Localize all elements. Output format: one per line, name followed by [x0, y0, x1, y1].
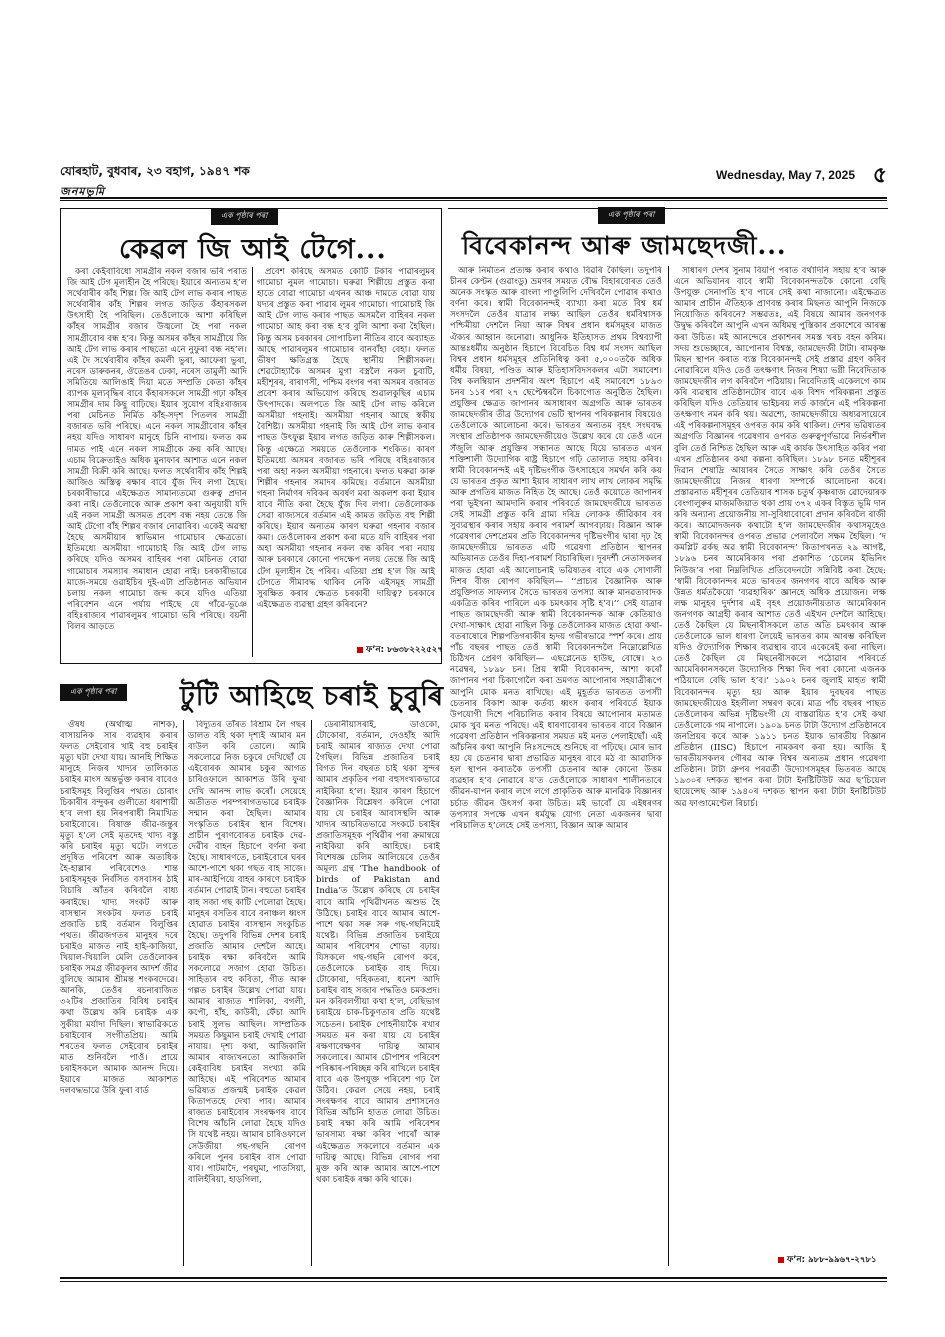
footer-rule — [60, 1277, 887, 1279]
article-vivekananda: এক পৃষ্ঠাৰ পৰা বিবেকানন্দ আৰু জামছেদজী... আৰু নিৰ্মাতন প্ৰত্যক্ষ কৰাৰ কথাও বিৱৰি কৈছিল। তদুপৰি চীনৰ কেণ্টন (গুৱাংডু) ভ্ৰমণৰ সময়ত বৌদ্ধ বিহাৰবোৰত তেওঁ অনেক সংস্কৃত আৰু বাংলা পাণ্ডুলিপি দেখিবলৈ পোৱাৰ কথাও বৰ্ণনা কৰে। স্বামী বিবেকানন্দই ব্যাখ্যা কৰা মতে বিশ্ব ধৰ্ম সংসদলৈ তেওঁৰ যাত্ৰাৰ লক্ষ্য আছিল তেওঁৰ ধৰ্মবিশ্বাসক পশ্চিমীয়া দেশলৈ নিয়া আৰু বিশ্বৰ প্ৰধান ধৰ্মসমূহৰ মাজত ঐক্যৰ আহ্বান জনোৱা। আধুনিক ইতিহাসত প্ৰথম বিশ্বব্যাপী আন্তঃধৰ্মীয় অনুষ্ঠান হিচাপে বিবেচিত বিশ্ব ধৰ্ম সংসদ আছিল বিশ্বৰ প্ৰধান ধৰ্মসমূহৰ প্ৰতিনিধিত্ব কৰা ৫,০০০তকৈ অধিক ধৰ্মীয় বিষয়া, পণ্ডিত আৰু ইতিহাসবিদসকলৰ এটা সমাবেশ। বিশ্ব কলম্বিয়ান প্ৰদৰ্শনীৰ অংশ হিচাপে এই সমাবেশে ১৮৯৩ চনৰ ১১ৰ পৰা ২৭ ছেপ্টেম্বৰলৈ চিকাগোত অনুষ্ঠিত হৈছিল। প্ৰযুক্তিৰ ক্ষেত্ৰত জাপানৰ অসাধাৰণ অগ্ৰগতি আৰু ভাৰতৰ জামছেদজীৰ তীব্ৰ উদ্যোগৰ ভেটি স্থাপনৰ পৰিকল্পনাৰ বিষয়েও তেওঁলোকে আলোচনা কৰে। ভাৰতৰ অন্যতম বৃহৎ সংঘবদ্ধ সংস্থাৰ প্ৰতিষ্ঠাপক জামছেদজীয়েও উল্লেখ কৰে যে তেওঁ এনে সঁজুলি আৰু প্ৰযুক্তিৰ সন্ধানত আছে যিয়ে ভাৰতত এখন শক্তিশালী উদ্যোগিক ৰাষ্ট্ৰ হিচাপে গঢ়ি তোলাত সহায় কৰিব। স্বামী বিবেকানন্দই এই দৃষ্টিভংগীক উৎসাহেৰে সমৰ্থন কৰি কয় যে ভাৰতৰ প্ৰকৃত আশা ইয়াৰ সাধাৰণ লাখ লাখ লোকৰ সমৃদ্ধি আৰু প্ৰগতিৰ মাজত নিহিত হৈ আছে। তেওঁ কয়োতে জাপানৰ পৰা ভূইখনা আমদানি কৰাৰ পৰিবৰ্তে জামছেদজীয়ে ভাৰতত সেই সামগ্ৰী প্ৰস্তুত কৰি গ্ৰাম্য দৰিদ্ৰ লোকক জীৱিকাৰ বৰ সুব্যৱস্থাৰ কৰাৰ সহায় কৰাৰ পৰামৰ্শ আগবঢ়ায়। বিজ্ঞান আৰু গৱেষণাৰ দেশপ্ৰেমৰ প্ৰতি বিবেকানন্দৰ দৃষ্টিভংগীৰ দ্বাৰা দৃঢ় হৈ জামছেদজীয়ে ভাৰতত এটি গৱেষণা প্ৰতিষ্ঠান স্থাপনৰ অভিযানত তেওঁৰ দিহা-পৰামৰ্শ বিচাৰিছিল। দূৰদৰ্শী নেতাসকলৰ মাজত হোৱা এই আলোচনাই ভৱিষ্যতৰ বাবে এক সোণালী দিশৰ বীজ ৰোপণ কৰিছিল— ‘‘প্ৰাচ্যৰ বৈজ্ঞানিক আৰু প্ৰযুক্তিগত সাফল্যৰ সৈতে ভাৰতৰ তপস্যা আৰু মানৱতাবাদক একত্ৰিত কৰিব পাৰিলে এক চমৎকাৰ সৃষ্টি হ’ব।’’ সেই যাত্ৰাৰ পাছত জামছেদজী আৰু স্বামী বিবেকানন্দক আৰু কেতিয়াও দেখা-সাক্ষাৎ হোৱা নাছিল কিন্তু তেওঁলোকৰ মাজত হোৱা কথা-বতৰাষোৰে শিল্পপতিগৰাকীৰ হৃদয় গভীৰভাৱে স্পৰ্শ কৰে। প্ৰায় পাঁচ বছৰৰ পাছত তেওঁ স্বামী বিবেকানন্দলৈ নিম্নোল্লেখিত চিঠিখন প্ৰেৰণ কৰিছিল— এছপ্লেনেড হাউছ, বোম্বে। ২৩ নৱেম্বৰ, ১৮৯৮ চন। প্ৰিয় স্বামী বিবেকানন্দ, আশা কৰোঁ জাপানৰ পৰা চিকাগোলৈ কৰা ভ্ৰমণত আপোনাৰ সহযাত্ৰীৰূপে আপুনি মোক মনত ৰাখিছে। এই মুহূৰ্তত ভাৰতত তপস্যী চেতনাৰ বিকাশ আৰু কৰ্তব্য ধ্বংস কৰাৰ পৰিবৰ্তে ইয়াক উপযোগী দিশে পৰিচালিত কৰাৰ বিষয়ে আপোনাৰ মতামত মোক খুব মনত পৰিছে। এই ধাৰণাবোৰৰ ভাৰতৰ বাবে বিজ্ঞান গৱেষণা প্ৰতিষ্ঠান পৰিকল্পনাৰ সময়ত মই মনত পেলাইছোঁ। এই আঁচনিৰ কথা আপুনি নিঃসন্দেহে শুনিছে বা পঢ়িছে। মোৰ ভাব হয় যে চেতনাৰ দ্বাৰা প্ৰভাৱিত মানুহৰ বাবে মঠ বা আৱাসিক হল স্থাপন কৰাতকৈ তপস্যী চেতনাৰ আৰু কোনো উত্তম ব্যৱহাৰ হ’ব নোৱাৰে য’ত তেওঁলোকে সাধাৰণ শালীনতাৰে জীৱন-যাপন কৰাৰ লগে লগে প্ৰাকৃতিক আৰু মানৱিক বিজ্ঞানৰ চৰ্চাত জীৱন উৎসৰ্গ কৰা উচিত। মই ভাবোঁ যে এইধৰণৰ তপস্যাৰ সপক্ষে এখন ধৰ্মযুদ্ধ যোগ্য নেতা একজনৰ দ্বাৰা পৰিচালিত হ’লেহে সেই তপস্যা, বিজ্ঞান আৰু আমাৰ সাধাৰণ দেশৰ সুনাম বিয়পি পৰাত বৰ্থাদিনি সহায় হ’ব আৰু এনে অভিযানৰ বাবে স্বামী বিবেকানন্দতকৈ কোনো বেছি উপযুক্ত সেনাপতি হ’ব পাৰে সেই কথা নাজানো। এইক্ষেত্ৰত আমাৰ প্ৰাচীন ঐতিহ্যক প্ৰাণবন্ত কৰাৰ মিছনত আপুনি নিজকে নিয়োজিত কৰিবনে? সম্ভৱতঃ, এই বিষয়ে আমাৰ জনগণক উদ্বুদ্ধ কৰিবলৈ আপুনি এখন অধিমন্থ পুস্তিকাৰ প্ৰকাশেৰে আৰম্ভ কৰা উচিত। মই আনন্দেৰে প্ৰকাশনৰ সমস্ত খৰচ বহন কৰিম। সদয় শুভেচ্ছাৰে, আপোনাৰ বিশ্বস্ত, জামছেদজী টাটা। ৰামকৃষ্ণ মিছন স্থাপন কৰাত ব্যস্ত বিবেকানন্দই সেই প্ৰস্তাৱ গ্ৰহণ কৰিব নোৱাৰিলে যদিও তেওঁ তৎক্ষণাৎ নিজৰ শিষ্যা ভগ্নী নিবেদিতাক জামছেদজীৰ লগ কৰিবলৈ পঠিয়ায়। নিবেদিতাই একেলগে কাম কৰি ব্যৱস্থাৰ প্ৰতিষ্ঠানটোৰ বাবে এক বিশদ পৰিকল্পনা প্ৰস্তুত কৰিছিল যদিও তেতিয়াৰ ভাইচৰয় লৰ্ড কাৰ্জনে এই পৰিকল্পনা তৎক্ষণাৎ নমন কৰি থয়। অৱশ্যে, জামছেদজীয়ে অধ্যৱসায়েৰে এই পৰিকল্পনাসমূহৰ ওপৰত কাম কৰি থাকিল। দেশৰ ভৱিষ্যতৰ অগ্ৰগতি বিজ্ঞানৰ গৱেষণাৰ ওপৰত গুৰুত্বপূৰ্ণভাৱে নিৰ্ভৰশীল বুলি তেওঁ নিশ্চিত হৈছিল আৰু এই কাৰ্যক উৎসাহিত কৰিব পৰা এখন প্ৰতিষ্ঠানৰ কথা কল্পনা কৰিছিল। ১৮৯৮ চনত মহীশূৰৰ দিৱান শেষাদ্ৰি আয়াৰৰ সৈতে সাক্ষাৎ কৰি তেওঁৰ সৈতে জামছেদজীয়ে নিজৰ ধাৰণা সম্পৰ্কে আলোচনা কৰে। প্ৰস্তাৱনাত মহীশূৰৰ তেতিয়াৰ শাসক চতুৰ্থ কৃষ্ণৰাজ ৱোদেয়াৰক বেংগালুৰুৰ মাজমজিয়াত থকা প্ৰায় ৩৭২ একৰ বিস্তৃত ভূমি দান কৰি অন্যান্য প্ৰয়োজনীয় সা-সুবিধাবোৰো প্ৰদান কৰিবলৈ ৰাজী কৰে। আমোদজনক কথাটো হ’ল জামছেদজীৰ কথাসমূহেও স্বামী বিবেকানন্দৰ ওপৰত প্ৰভাৱ পেলাবলৈ সক্ষম হৈছিল। ‘দ কমপ্লিট ৱৰ্কছ অৱ স্বামী বিবেকানন্দ’ কিতাপখনত ২৯ আগষ্ট, ১৮৯৬ চনৰ আমেৰিকাৰ পৰা প্ৰকাশিত ‘চেলেম ইভিনিং নিউজ’ৰ পৰা নিম্নলিখিত প্ৰতিবেদনটো সন্নিবিষ্ট কৰা হৈছে: ‘স্বামী বিবেকানন্দৰ মতে ভাৰতৰ জনগণৰ বাবে অধিক আৰু উন্নত ধৰ্মতকৈয়ো ‘ব্যৱহাৰিক’ জ্ঞানহে অধিক প্ৰয়োজন। লক্ষ লক্ষ মানুহৰ দুৰ্দশাৰ এই বৃহৎ প্ৰয়োজনীয়তাত আমেৰিকান জনগণক আগ্ৰহী কৰাৰ আশাত তেওঁ এইখন দেশলৈ আহিছে। তেওঁ কৈছিল যে মিছনাৰীসকলে তাত অতি চমৎকাৰ আৰু তেওঁলোকে ভাল ধাৰণা লৈয়েই ভাৰতৰ কাম আৰম্ভ কৰিছিল যদিও ঔদ্যোগিক শিক্ষাৰ ব্যৱস্থাৰ বাবে একেৰেই কৰা নাছিল। তেওঁ কৈছিল যে মিছনেৰীসকলে পঠোৱাৰ পৰিবৰ্তে আমেৰিকানসকলে উদ্যোগিক শিক্ষা দিব পৰা কোনো এজনক পঠিয়ালে বেছি ভাল হ’ব।’ ১৯০২ চনৰ জুলাই মাহত স্বামী বিবেকানন্দৰ মৃত্যু হয় আৰু ইয়াৰ দুবছৰৰ পাছত জামছেদজীয়েও ইহলীলা সম্বৰণ কৰে। মাত্ৰ পাঁচ বছৰৰ পাছত তেওঁলোকৰ অভিন্ন দৃষ্টিভংগী যে বাস্তৱায়িত হ’ব সেই কথা তেওঁলোকে গম নাপালে। ১৯০৯ চনত টাটা উদ্যোগ প্ৰতিষ্ঠানৰে জনপ্ৰিয়ৰ কৰে আৰু ১৯১১ চনত ইয়াক ভাৰতীয় বিজ্ঞান প্ৰতিষ্ঠান (IISC) হিচাপে নামকৰণ কৰা হয়। আজি ই ভাৰতীয়সকলৰ গৌৰৱ আৰু বিশ্বৰ অন্যতম প্ৰধান গৱেষণা প্ৰতিষ্ঠান। টাটা গ্ৰুপৰ পৰৱৰ্তী উদ্যোগসমূহৰ ভিতৰত আছে ১৯৩০ৰ দশকত স্থাপন কৰা টাটা ইনষ্টিটিউট অৱ ছ’চিয়েল ছায়েন্সেছ আৰু ১৯৪০ৰ দশকত স্থাপন কৰা টাটা ইনষ্টিটিউট অৱ ফাণ্ডামেণ্টেল ৰিচাৰ্চ। ফ’ন: ৯৮৮-৯৯৬৭-২৭৮১ — [448, 208, 888, 1272]
continuation-tag: এক পৃষ্ঠাৰ পৰা — [60, 684, 127, 701]
article-birds: এক পৃষ্ঠাৰ পৰা টুটি আহিছে চৰাই চুবুৰি ঔষধ (অৰ্থাত্ম নাশক), বাসায়নিক সাৰ ব্যৱহাৰ কৰাৰ ফলত সেইবোৰ খাই বহু চৰাইৰ মৃত্যু ঘটা দেখা যায়। আনহি শিক্ষিত মানুহে নিজৰ খাদ্যৰ তালিকাত চৰাইৰ মাংস অন্তৰ্ভুক্ত কৰাৰ বাবেও চৰাইসমূহ বিলুপ্তিৰ পথত। চোৰাং চিকাৰীৰ বন্দুকৰ গুলীতো ধৰাশায়ী হ’ব লগা হয় নিৰপৰাধী নিমাখিত চৰাইবোৰে। বিষাক্ত জীৱ-জন্তুৰ মৃত্যু হ’লে সেই মৃতদেহ খাদ্য বস্তু কৰি চৰাইৰ মৃত্যু ঘটে। লগতে প্ৰদূষিত পৰিবেশ আৰু অত্যধিক হৈ-হাল্লাৰ পৰিবেশেও শান্ত চৰাইসমূহক নিৰ্বসিত বসবাসৰ ঠাই বিচাৰি আঁতৰ কৰিবলৈ বাধ্য কৰাইছে। খাদ্য সংকট আৰু বাসস্থান সংকটৰ ফলত চৰাই প্ৰজাতি চাই বৰ্তমান বিলুপ্তিৰ পথত। জীৱজগতৰ মানুহৰ দৰে চৰাইও মাজত নাই হাই-কাজিয়া, খিয়াল-খিয়ালি মেলি তেওঁলোকৰ চৰাইক সমগ্ৰ জীৱকূলৰ আদৰ্শ জীৱ বুলিছে আমাৰ শ্ৰীমন্ত শংকৰদেৱে। আনকি, তেওঁৰ ৰচনাৰাজিত ৩২টিৰ প্ৰজাতিৰ বিবিধ চৰাইৰ কথা উল্লেখ কৰি চৰাইক এক সুকীয়া মৰ্যাদা দিছিল। স্বাভাৱিকতে চৰাইবোৰ সংগীতপ্ৰিয়। আমি শৰতেৰ ফলত সেইবোৰ চৰাইৰ মাত শুনিবলৈ পাওঁ। প্ৰায়ে চৰাইসকলে আমাক আনন্দ দিয়ে। ইয়াৰে মাজত আকাশত দলবদ্ধভাৱে উৰি ফুৰা বাৰ্ড বিদ্যুতৰ তাঁৰত বিশ্ৰাম লৈ গছৰ ডালত বহি থকা দৃশ্যই আমাৰ মন বাউল কৰি তোলে। আমি সকলোৱে নিজ চকুৰে দেখিছোঁ যে এইবোৰক আমাৰ চকুৰ আগত চাৰিওফালে আকাশত উৰি ফুৰা দেখি আনন্দ লাভ কৰোঁ। সেয়েহে অতীতত পৰম্পৰাগতভাৱে চৰাইক সন্মান কৰা হৈছিল। আমাৰ সংস্কৃতিত চৰাইৰ স্থান বিশেষ। প্ৰাচীন পুৰাণবোৰত চৰাইক দেৱ-দেৱীৰ বাহন হিচাপে বৰ্ণনা কৰা হৈছে। সাধাৰণতে, চৰাইবোৰে ঘৰৰ আশে-পাশে থকা গছত বাহ সাজে। মাৰ-আইপিয়ে বাহৰ কাৰণে চৰাইক বৰ্তমান পোৱাই টান। বহুতো চৰাইৰ বাহ সজা গছ কাটি পেলোৱা হৈছে। মানুহৰ বসতিৰ বাবে বনাঞ্চল ধ্বংস হোৱাত চৰাইৰ বাসস্থান সংকুচিত হৈছে। তদুপৰি বিভিন্ন দেশৰ চৰাই প্ৰজাতি আমাৰ দেশলৈ আহে। চৰাইক ৰক্ষা কৰিবলৈ আমি সকলোৱে সজাগ হোৱা উচিত। সাহিত্যৰ বহু কবিতা, গীত আৰু গল্পত চৰাইৰ উল্লেখ পোৱা যায়। আমাৰ ৰাজ্যত শালিকা, বগলী, কপৌ, হাঁহ, কাউৰী, ফেঁচা আদি চৰাই সুলভ আছিল। সাম্প্ৰতিক সময়ত কিছুমান চৰাই দেখাই পোৱা নাযায়। দৃশ্য কথা, আজিকালি আমাৰ ৰাজ্যখনতো আজিকালি কেইবাবিধ চৰাইৰ সংখ্যা কমি আহিছে। এই পৰিবেশত আমাৰ ভৱিষ্যত প্ৰজন্মই চৰাইক কেৱল কিতাপতহে দেখা পাব। আমাৰ ৰাজ্যত চৰাইবোৰ সংৰক্ষণৰ বাবে বিশেষ আঁচনি লোৱা হৈছে যদিও সি যথেষ্ট নহয়। আমাৰ চাৰিওফালে সেউজীয়া গছ-গছনি ৰোপণ কৰিলে পুনৰ চৰাইৰ বাস পোৱা যাব। পাটমাদৈ, পৰঘুমা, পাতসিয়া, বালিহঁৰিয়া, হাড়গিলা, ডেৰানীয়াসৰাই, ডাওকো, টোকোৰা, বৰ্তমান, দেওহাঁহ আদি চৰাই আমাৰ ৰাজ্যত দেখা পোৱা গৈছিল। বিভিন্ন প্ৰজাতিৰ চৰাই বিগত দিন বছৰত চাই থকা সুন্দৰ আমাৰ প্ৰকৃতিৰ পৰা বহুসংখ্যকভাৱে নাইকিয়া হ’ল। ইয়াৰ কাৰণ হিচাপে বৈজ্ঞানিক বিশ্লেষণ কৰিলে পোৱা যায় যে চৰাইৰ আবাসস্থলি আৰু খাদ্যৰ আচৰিতভাৱে সংকটে চৰাইৰ প্ৰজাতিসমূহক পৃথিৱীৰ পৰা ক্ৰমান্বয়ে নাইকিয়া কৰি আহিছে। চৰাই বিশেষজ্ঞ চেলিম আলিয়েৰে তেওঁৰ অমূল্য গ্ৰন্থ ‘The handbook of birds of Pakistan and India’ত উল্লেখ কৰিছে যে চৰাইৰ বাবে আমি পৃথিৱীখনত অশুভ হৈ উঠিছে। চৰাইৰ বাবে আমাৰ আশে-পাশে থকা সৰু সৰু গছ-গছনিয়েই যথেষ্ট। বিভিন্ন প্ৰজাতিৰ চৰাইয়ে আমাৰ পৰিবেশৰ শোভা বঢ়ায়। যিসকলে গছ-গছনি ৰোপণ কৰে, তেওঁলোকে চৰাইক বাহ দিয়ে। টোকোৰা, দহিকতৰা, ধনেশ আদি চৰাইৰ বাহ সজাৰ পদ্ধতিও চমকপ্ৰদ। মন কৰিবলগীয়া কথা হ’ল, বেছিভাগ চৰাইয়ে চাক-চিকুণতাৰ প্ৰতি যথেষ্ট সচেতন। চৰাইক পোহনীয়াকৈ ৰখাৰ সময়ত মন কৰা যায় যে চৰাইৰ ৰক্ষণাবেক্ষণৰ দায়িত্ব আমাৰ সকলোৰে। আমাৰ চৌপাশৰ পৰিবেশ পৰিষ্কাৰ-পৰিচ্ছন্ন কৰি ৰাখিলে চৰাইৰ বাবে এক উপযুক্ত পৰিবেশ গঢ় লৈ উঠিব। কেৱল সেয়ে নহয়, চৰাই সংৰক্ষণৰ বাবে আমাৰ প্ৰশাসনেও বিভিন্ন আঁচনি হাতত লোৱা উচিত। চৰাই ৰক্ষা কৰি আমি পৰিবেশৰ ভাৰসাম্য ৰক্ষা কৰিব পাৰোঁ আৰু এইক্ষেত্ৰত সকলোৰে বৰ্তমান এক দায়িত্ব আছে। বিভিন্ন ৰোগৰ পৰা মুক্ত কৰি আৰু আমাৰ আশে-পাশে থকা চৰাইক ৰক্ষা কৰি থাকে। — [60, 672, 440, 1272]
continuation-tag: এক পৃষ্ঠাৰ পৰা — [598, 207, 665, 224]
footer-rule-thin — [60, 1281, 887, 1282]
article-top-rule — [448, 208, 888, 209]
article-title: বিবেকানন্দ আৰু জামছেদজী... — [462, 231, 787, 260]
article-gi-tag-box: এক পৃষ্ঠাৰ পৰা কেৱল জি আই টেগে... কৰা কেইবাবিধো সামগ্ৰীৰ নকল বজাৰ ভৰি পৰাত জি আই টেগ মূল্যহীন হৈ পৰিছে। ইয়াৰে অন্যতম হ’ল সৰ্থেবাৰীৰ কাঁহ শিল্প। জি আই টেগ লাভ কৰাৰ পাছত সৰ্থেবাৰীৰ কাঁহ শিল্পৰ লগত জড়িত কঁহাৰসকল উৎসাহী হৈ পৰিছিল। তেওঁলোকে আশা কৰিছিল কাঁহৰ সামগ্ৰীৰ বজাৰ উজ্বলো হৈ পৰা নকল সামগ্ৰীবোৰ বন্ধ হ’ব। কিন্তু অসমৰ কাঁহৰ সামগ্ৰীয়ে জি আই টেগ লাভ কৰাৰ পাছতো এনে নুফুৰা বন্ধ নহ’ল। এই দৈ সৰ্থেবাৰীৰ কাঁহৰ কমলী ভুৰা, আফেৰা ভুৰা, নৰেস ডাৰুকনৰ, ঔতেঙৰ ঢেকা, নৰেস তামুলী আদি সমিতিয়ে আলিঙাই দিয়া মতে সম্প্ৰতি কেতা কাঁহৰ ব্যাপক মূল্যবৃদ্ধিৰ বাবে কঁহাৰসকলে সামগ্ৰী গঢ়া কাঁহৰ সামগ্ৰীৰ দাম কিছু বাঢ়িছে। ইয়াৰ সুযোগ বহিঃৰাজ্যৰ পৰা মেচিনত নিৰ্মিত কাঁহ-সদৃশ পিতলৰ সামগ্ৰী বজাৰত ভৰি পৰিছে। এনে নকল সামগ্ৰীবোৰ কাঁহৰ নহয় যদিও সাধাৰণ মানুহে চিনি নাপায়। ফলত কম দামত পাই এনে নকল সামগ্ৰীকে ক্ৰয় কৰি আছে। এচাম বিক্ৰেতাইও অধিক মুনাফাৰ আশাত এনে নকল সামগ্ৰী বিক্ৰী কৰি আছে। ফলত সৰ্থেবাৰীৰ কাঁহ শিল্পই আজিও অস্তিত্ব ৰক্ষাৰ বাবে যুঁজ দিব লগা হৈছে। চৰকাৰীভাৱে এইক্ষেত্ৰত সামান্যতমো গুৰুত্ব প্ৰদান কৰা নাই। তেওঁলোকে আৰু প্ৰকাশ কৰা অনুযায়ী যদি এই নকল সামগ্ৰী অসমত প্ৰবেশ বন্ধ নহয় তেন্তে জি আই টেগো বাঁহ শিল্পৰ বজাৰ নোৱাৰিব। একেই অৱস্থা হৈছে অসমীয়াৰ স্বাভিমান গামোচাৰ ক্ষেত্ৰতো। ইতিমধ্যে অসমীয়া গামোচাই জি আই টেগ লাভ কৰিছে যদিও অসমৰ বাহিৰৰ পৰা মেচিনত বোৱা গামোচাৰ সমস্যাৰ সমাধান হোৱা নাই। চৰকাৰীভাৱে মাজে-সময়ে ওৱাইচিৰ দুই-এটা প্ৰতিষ্ঠানত অভিযান চলায় নকল গামোচা জব্দ কৰে যদিও এতিয়া পৰিবেশন এনে পৰ্যায় পাইছে যে গাঁৱে-ভূঞে বহিঃৰাজ্যৰ পাৱাৰলুমৰ গামোচা ভৰি পৰিছে। বয়নী বিলৰ আড়তে প্ৰবেশ কৰিছে অসমত কোটি টকাৰ পাৱাৰলুমৰ গামোচা নুমল গামোচা। ঘৰুৱা শিল্পীয়ে প্ৰস্তুত কৰা হাতে বোৱা গামোচা এখনৰ আঞ্চ দামতে বোৱা যায় যদ্যৰ প্ৰস্তুত কৰা পাৱাৰ লুমৰ গামোচা। গামোচাই জি আই টেগ লাভ কৰাৰ পাছত অসমলৈ বাহিৰৰ নকল গামোচা আহ কৰা বন্ধ হ’ব বুলি আশা কৰা হৈছিল। কিন্তু অসম চৰকাৰৰ সোপাচিলা নীতিৰ বাবে অব্যাহত আছে পাৱাৰলুমৰ গামোচাৰ বানবাঁহা বেহা। ফলত ভীষণ ক্ষতিগ্ৰস্ত হৈছে স্থানীয় শিল্পীসকল। শেৱটোহ্যাকৈ অসমৰ মুগা বস্ত্ৰলৈ নকল চুবাটি, মহীশূৰৰ, বাৰাণসী, পশ্চিম বংগৰ পৰা অসমৰ বজাৰত প্ৰবেশ কৰাৰ অভিযোগ কৰিছে শুৱালকুছিৰ এচাম উৎপাদকে। অলপতে জি আই টেগ লাভ কৰিলে অসমীয়া গহনাই। অসমীয়া গহনাৰ আছে স্বকীয় বৈশিষ্ট্য। অসমীয়া গহনাই জি আই টেগ লাভ কৰাৰ পাছত উৎফুল্ল ইয়াৰ লগত জড়িত কাৰু শিল্পীসকল। কিন্তু এক্ষেত্ৰে সময়তে তেওঁলোক শংকিত। কাৰণ ইতিমধ্যে অসমৰ বজাৰত ভৰি পৰিছে বহিঃৰাজ্যৰ পৰা অহা নকল অসমীয়া গহনাৰে। ফলত ঘৰুৱা কাৰু শিল্পীৰ গহনাৰ সমাদৰ কমিছে। বৰ্তমানে অসমীয়া গহনা নিৰ্মাণৰ দবিকৰ অবৰ্ষণ মৰা অকলশ কৰা ইয়াৰ বাবে নীতি কৰা হৈছে যুঁজ দিব লগা। তেওঁলোকক সেৱা ৰাজ্যসৰে বৰ্তমান এই কামত জড়িত বহু শিল্পী কৰিছে। ইয়াৰ অন্যতম কাৰণ ঘৰুৱা গহনাৰ বজাৰ কমা। তেওঁলোকৰ প্ৰকাশ কৰা মতে যদি বাহিৰৰ পৰা অহা অসমীয়া গহনাৰ নকল বন্ধ কৰিব পৰা নযায় আৰু চৰকাৰে কোনো পদক্ষেপ নলয় তেন্তে জি আই টেগ মূল্যহীন হৈ পৰিব। এতিয়া প্ৰশ্ন হ’ল জি আই টেগতে সীমাবদ্ধ থাকিব নেকি এইসমূহ সামগ্ৰী সুৰক্ষিত কৰাৰ ক্ষেত্ৰত চৰকাৰী দায়িত্ব? চৰকাৰে এইক্ষেত্ৰত ব্যৱস্থা গ্ৰহণ কৰিবনে? ফ’ন: ৮৬৩৮২২২৫২৭ — [60, 208, 442, 664]
page-number: ৫ — [872, 162, 887, 188]
newspaper-logo: জনমভূমি — [60, 185, 105, 198]
header-rule — [60, 197, 887, 199]
article-title: কেৱল জি আই টেগে... — [119, 234, 387, 265]
continuation-tag: এক পৃষ্ঠাৰ পৰা — [211, 208, 278, 225]
article-title: টুটি আহিছে চৰাই চুবুৰি — [180, 681, 445, 712]
date-right: Wednesday, May 7, 2025 — [716, 168, 855, 182]
header-rule-thin — [60, 200, 887, 201]
dateline-left: যোৰহাট, বুধবাৰ, ২৩ বহাগ, ১৯৪৭ শক — [60, 164, 250, 178]
